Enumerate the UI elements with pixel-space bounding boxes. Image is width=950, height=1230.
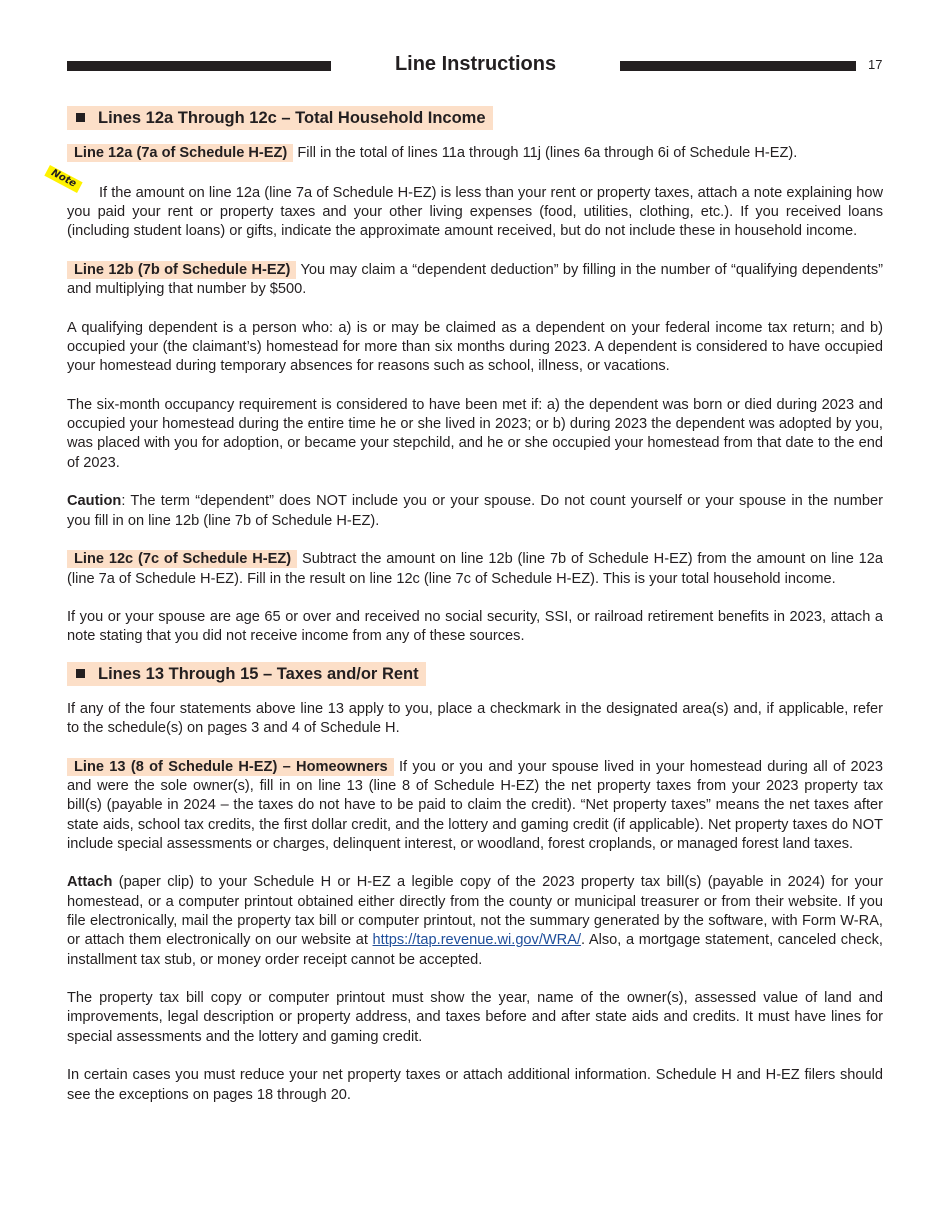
square-bullet-icon xyxy=(76,113,85,122)
line-12b-label: Line 12b (7b of Schedule H-EZ) xyxy=(67,261,296,279)
paragraph-attach xyxy=(67,873,883,969)
paragraph-line-12c xyxy=(67,550,883,589)
attach-label: Attach xyxy=(67,874,113,891)
note-icon: Note xyxy=(67,183,95,197)
line-13-text: If you or you and your spouse lived in your homestead during all of 2023 and were the sole owner(s), fill in on line 13 (line 8 of Schedule H-EZ) the net property taxes from your 2023 property tax bill(s) (payable in 2024 – the taxes do not have to be paid to claim the credit). “Net property taxes” means the net taxes after state aids, school tax credits, the first dollar credit, and the lottery and gaming credit (if applicable). Net property taxes do NOT include special assessments or charges, delinquent interest, or woodland, forest croplands, or managed forest land taxes. xyxy=(67,758,883,852)
paragraph-line-12a xyxy=(67,144,883,163)
page-number: 17 xyxy=(868,57,883,72)
attach-text-after: . Also, a mortgage statement, canceled check, installment tax stub, or money order receipt cannot be accepted. xyxy=(67,932,883,968)
wra-link[interactable]: https://tap.revenue.wi.gov/WRA/ xyxy=(372,932,582,949)
paragraph-qualifying-dependent: A qualifying dependent is a person who: a) is or may be claimed as a dependent on your federal income tax return; and b) occupied your (the claimant’s) homestead for more than six months during 2023. A dependent is considered to have occupied your homestead during temporary absences for reasons such as school, illness, or vacations. xyxy=(67,319,883,375)
attach-text: (paper clip) to your Schedule H or H-EZ a legible copy of the 2023 property tax bill(s) (payable in 2024) for your homestead, or a computer printout obtained either directly from the county or municipal treasurer or from their website. If you file electronically, mail the property tax bill or computer printout, not the summary generated by the software, with Form W-RA, or attach them electronically on our website at xyxy=(67,874,883,949)
header-rule-right xyxy=(620,61,856,71)
note-text: If the amount on line 12a (line 7a of Schedule H-EZ) is less than your rent or property taxes, attach a note explaining how you paid your rent or property taxes and your other living expenses (food, utilities, clothing, etc.). If you received loans (including student loans) or gifts, indicate the approximate amount received, but do not include these in household income. xyxy=(67,184,883,240)
line-12a-label: Line 12a (7a of Schedule H-EZ) xyxy=(67,144,293,162)
line-12b-text: You may claim a “dependent deduction” by filling in the number of “qualifying dependents” and multiplying that number by $500. xyxy=(67,261,883,298)
line-12a-text: Fill in the total of lines 11a through 11j (lines 6a through 6i of Schedule H-EZ). xyxy=(293,145,798,161)
header-rule-left xyxy=(67,61,331,71)
line-12c-label: Line 12c (7c of Schedule H-EZ) xyxy=(67,550,297,568)
section-heading-household-income xyxy=(67,106,493,130)
square-bullet-icon xyxy=(76,669,85,678)
paragraph-four-statements: If any of the four statements above line 13 apply to you, place a checkmark in the designated area(s) and, if applicable, refer to the schedule(s) on pages 3 and 4 of Schedule H. xyxy=(67,700,883,737)
line-12c-text: Subtract the amount on line 12b (line 7b of Schedule H-EZ) from the amount on line 12a (line 7a of Schedule H-EZ). Fill in the result on line 12c (line 7c of Schedule H-EZ). This is your total household income. xyxy=(67,551,883,587)
caution-label: Caution xyxy=(67,493,122,510)
paragraph-age-65: If you or your spouse are age 65 or over and received no social security, SSI, or railroad retirement benefits in 2023, attach a note stating that you did not receive income from any of these sources. xyxy=(67,609,883,645)
paragraph-caution xyxy=(67,492,883,531)
paragraph-note xyxy=(49,167,883,242)
paragraph-exceptions: In certain cases you must reduce your net property taxes or attach additional information. Schedule H and H-EZ filers should see the exceptions on pages 18 through 20. xyxy=(67,1067,883,1103)
paragraph-six-month-requirement: The six-month occupancy requirement is considered to have been met if: a) the dependent was born or died during 2023 and occupied your homestead during the entire time he or she lived in 2023; or b) during 2023 the dependent was adopted by you, was placed with you for adoption, or became your stepchild, and he or she occupied your homestead from that date to the end of 2023. xyxy=(67,396,883,471)
page-header xyxy=(0,48,950,82)
paragraph-tax-bill-requirements: The property tax bill copy or computer printout must show the year, name of the owner(s), assessed value of land and improvements, legal description or property address, and taxes before and after state aids and credits. It must have lines for special assessments and the lottery and gaming credit. xyxy=(67,990,883,1045)
caution-text: : The term “dependent” does NOT include you or your spouse. Do not count yourself or your spouse in the number you fill in on line 12b (line 7b of Schedule H-EZ). xyxy=(67,493,883,529)
line-13-label: Line 13 (8 of Schedule H-EZ) – Homeowners xyxy=(67,758,394,776)
page-title: Line Instructions xyxy=(394,53,557,75)
section-heading-text: Lines 13 Through 15 – Taxes and/or Rent xyxy=(98,664,419,683)
paragraph-line-12b xyxy=(67,261,883,300)
section-heading-text: Lines 12a Through 12c – Total Household Income xyxy=(98,109,486,127)
section-heading-taxes-rent xyxy=(67,662,426,686)
paragraph-line-13 xyxy=(67,758,883,854)
main-content xyxy=(49,106,883,1124)
